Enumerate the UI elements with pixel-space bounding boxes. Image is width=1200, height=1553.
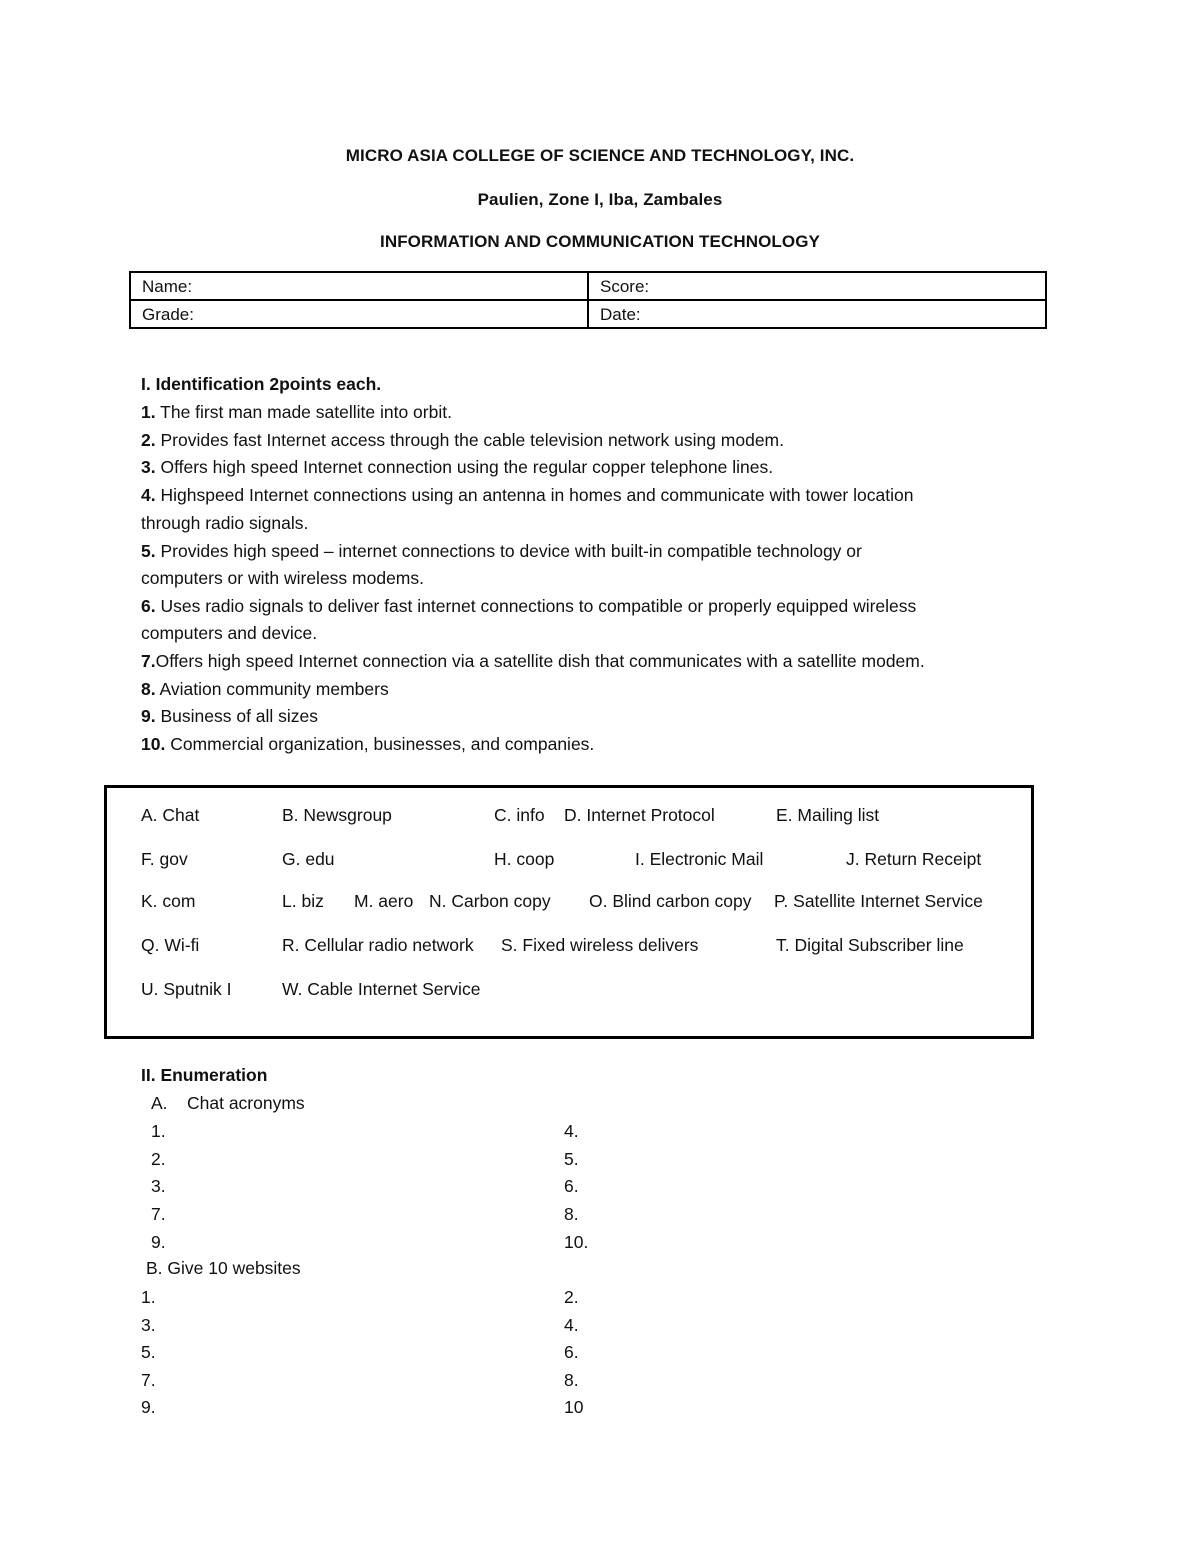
choice-t: T. Digital Subscriber line bbox=[776, 935, 964, 955]
question-text: Aviation community members bbox=[155, 679, 389, 699]
part-a-blank: 2. bbox=[151, 1149, 166, 1169]
part-b-blank: 3. bbox=[141, 1315, 156, 1335]
enumeration-title: II. Enumeration bbox=[141, 1065, 268, 1085]
question-text: Offers high speed Internet connection using the regular copper telephone lines. bbox=[155, 457, 774, 477]
question-text: Commercial organization, businesses, and companies. bbox=[165, 734, 595, 754]
part-a-letter: A. bbox=[151, 1093, 168, 1113]
subject-title: INFORMATION AND COMMUNICATION TECHNOLOGY bbox=[380, 232, 820, 251]
question-number: 6. bbox=[141, 596, 156, 616]
part-b-blank: 5. bbox=[141, 1342, 156, 1362]
choice-o: O. Blind carbon copy bbox=[589, 891, 752, 911]
question-text: computers and device. bbox=[141, 623, 318, 643]
question-number: 3. bbox=[141, 457, 156, 477]
question-6-continued bbox=[141, 623, 317, 644]
question-number: 1. bbox=[141, 402, 156, 422]
question-text: Uses radio signals to deliver fast internet connections to compatible or properly equipped wireless bbox=[155, 596, 917, 616]
choice-c: C. info bbox=[494, 805, 545, 825]
question-text: The first man made satellite into orbit. bbox=[155, 402, 452, 422]
choice-e: E. Mailing list bbox=[776, 805, 880, 825]
part-a-blank: 1. bbox=[151, 1121, 166, 1141]
date-field[interactable]: Date: bbox=[588, 300, 1046, 328]
choice-k: K. com bbox=[141, 891, 196, 911]
part-a-blank: 4. bbox=[564, 1121, 579, 1141]
question-9 bbox=[141, 706, 318, 727]
question-number: 7. bbox=[141, 651, 156, 671]
question-10 bbox=[141, 734, 594, 755]
question-text: computers or with wireless modems. bbox=[141, 568, 424, 588]
choice-h: H. coop bbox=[494, 849, 555, 869]
part-a-blank: 3. bbox=[151, 1176, 166, 1196]
question-4 bbox=[141, 485, 913, 506]
part-b-blank: 10 bbox=[564, 1397, 584, 1417]
question-4-continued bbox=[141, 513, 308, 534]
part-a-blank: 9. bbox=[151, 1232, 166, 1252]
question-text: Highspeed Internet connections using an antenna in homes and communicate with tower location bbox=[155, 485, 914, 505]
info-row-2 bbox=[130, 300, 1046, 328]
question-3 bbox=[141, 457, 773, 478]
question-2 bbox=[141, 430, 784, 451]
question-7 bbox=[141, 651, 925, 672]
grade-field[interactable]: Grade: bbox=[130, 300, 588, 328]
part-b-label: B. Give 10 websites bbox=[146, 1258, 301, 1278]
info-row-1 bbox=[130, 272, 1046, 300]
question-text: Offers high speed Internet connection via a satellite dish that communicates with a satellite modem. bbox=[155, 651, 925, 671]
part-a-blank: 6. bbox=[564, 1176, 579, 1196]
choice-g: G. edu bbox=[282, 849, 335, 869]
part-b-blank: 2. bbox=[564, 1287, 579, 1307]
choice-u: U. Sputnik I bbox=[141, 979, 232, 999]
name-field[interactable]: Name: bbox=[130, 272, 588, 300]
choice-f: F. gov bbox=[141, 849, 188, 869]
part-b-blank: 6. bbox=[564, 1342, 579, 1362]
part-a-blank: 7. bbox=[151, 1204, 166, 1224]
score-field[interactable]: Score: bbox=[588, 272, 1046, 300]
school-name: MICRO ASIA COLLEGE OF SCIENCE AND TECHNOLOGY, INC. bbox=[345, 146, 855, 165]
part-a-blank: 5. bbox=[564, 1149, 579, 1169]
choice-w: W. Cable Internet Service bbox=[282, 979, 481, 999]
question-text: Provides fast Internet access through the cable television network using modem. bbox=[155, 430, 784, 450]
question-1 bbox=[141, 402, 452, 423]
question-number: 8. bbox=[141, 679, 156, 699]
part-b-blank: 4. bbox=[564, 1315, 579, 1335]
question-5 bbox=[141, 541, 862, 562]
choice-p: P. Satellite Internet Service bbox=[774, 891, 983, 911]
part-b-blank: 7. bbox=[141, 1370, 156, 1390]
choice-i: I. Electronic Mail bbox=[635, 849, 764, 869]
question-text: through radio signals. bbox=[141, 513, 309, 533]
choice-d: D. Internet Protocol bbox=[564, 805, 715, 825]
part-a-label: Chat acronyms bbox=[187, 1093, 305, 1113]
question-6 bbox=[141, 596, 916, 617]
choice-m: M. aero bbox=[354, 891, 414, 911]
choice-s: S. Fixed wireless delivers bbox=[501, 935, 699, 955]
part-a-blank: 10. bbox=[564, 1232, 589, 1252]
choice-a: A. Chat bbox=[141, 805, 200, 825]
question-text: Provides high speed – internet connections to device with built-in compatible technology or bbox=[155, 541, 862, 561]
question-text: Business of all sizes bbox=[155, 706, 319, 726]
part-b-blank: 1. bbox=[141, 1287, 156, 1307]
part-b-blank: 8. bbox=[564, 1370, 579, 1390]
student-info-table bbox=[129, 271, 1047, 329]
choice-r: R. Cellular radio network bbox=[282, 935, 474, 955]
choice-n: N. Carbon copy bbox=[429, 891, 551, 911]
question-number: 10. bbox=[141, 734, 166, 754]
question-number: 9. bbox=[141, 706, 156, 726]
question-5-continued bbox=[141, 568, 424, 589]
question-8 bbox=[141, 679, 389, 700]
choice-q: Q. Wi-fi bbox=[141, 935, 200, 955]
identification-title: I. Identification 2points each. bbox=[141, 374, 382, 394]
choice-j: J. Return Receipt bbox=[846, 849, 982, 869]
school-address: Paulien, Zone I, Iba, Zambales bbox=[477, 190, 723, 209]
question-number: 5. bbox=[141, 541, 156, 561]
choice-l: L. biz bbox=[282, 891, 324, 911]
part-b-blank: 9. bbox=[141, 1397, 156, 1417]
question-number: 2. bbox=[141, 430, 156, 450]
question-number: 4. bbox=[141, 485, 156, 505]
part-a-blank: 8. bbox=[564, 1204, 579, 1224]
choice-b: B. Newsgroup bbox=[282, 805, 392, 825]
